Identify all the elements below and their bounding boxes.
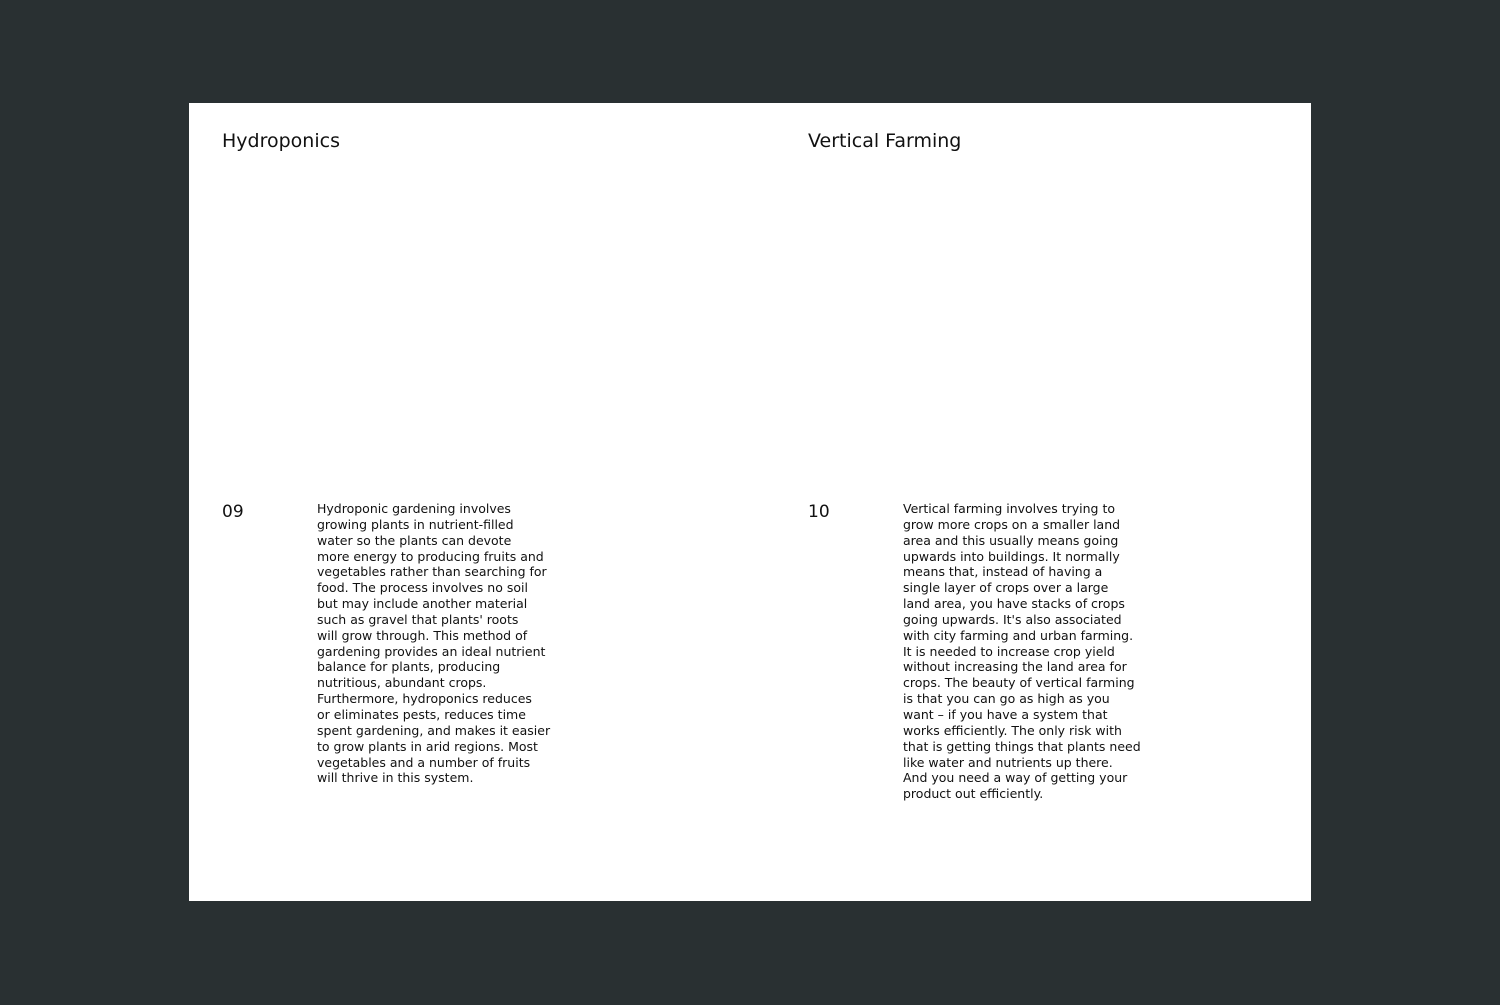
text-line: water so the plants can devote: [317, 532, 512, 548]
text-line: crops. The beauty of vertical farming: [903, 675, 1135, 691]
text-line: And you need a way of getting your: [903, 770, 1128, 786]
right-page: [775, 103, 1311, 901]
text-line: means that, instead of having a: [903, 564, 1103, 580]
text-line: vegetables and a number of fruits: [317, 754, 531, 770]
text-line: or eliminates pests, reduces time: [317, 706, 526, 722]
text-line: will grow through. This method of: [317, 627, 528, 643]
page-number-left: 09: [222, 502, 244, 522]
text-line: works efficiently. The only risk with: [903, 722, 1122, 738]
text-line: land area, you have stacks of crops: [903, 596, 1125, 612]
text-line: without increasing the land area for: [903, 659, 1127, 675]
text-line: food. The process involves no soil: [317, 580, 528, 596]
text-line: that is getting things that plants need: [903, 738, 1141, 754]
text-line: to grow plants in arid regions. Most: [317, 738, 538, 754]
text-line: is that you can go as high as you: [903, 691, 1110, 707]
text-line: It is needed to increase crop yield: [903, 643, 1115, 659]
text-line: will thrive in this system.: [317, 770, 474, 786]
text-line: going upwards. It's also associated: [903, 611, 1122, 627]
text-line: want – if you have a system that: [903, 706, 1108, 722]
page-title-hydroponics: Hydroponics: [222, 130, 340, 152]
text-line: product out efficiently.: [903, 786, 1044, 802]
body-text-hydroponics: [317, 501, 562, 786]
text-line: area and this usually means going: [903, 532, 1119, 548]
text-line: Vertical farming involves trying to: [903, 501, 1115, 516]
left-page: [189, 103, 775, 901]
page-number-right: 10: [808, 502, 830, 522]
text-line: Hydroponic gardening involves: [317, 501, 511, 516]
text-line: like water and nutrients up there.: [903, 754, 1113, 770]
text-line: single layer of crops over a large: [903, 580, 1109, 596]
body-text-vertical-farming: [903, 501, 1148, 802]
text-line: upwards into buildings. It normally: [903, 548, 1120, 564]
text-line: with city farming and urban farming.: [903, 627, 1134, 643]
text-line: grow more crops on a smaller land: [903, 516, 1121, 532]
text-line: more energy to producing fruits and: [317, 548, 544, 564]
text-line: spent gardening, and makes it easier: [317, 722, 551, 738]
text-line: gardening provides an ideal nutrient: [317, 643, 546, 659]
page-title-vertical-farming: Vertical Farming: [808, 130, 962, 152]
text-line: balance for plants, producing: [317, 659, 501, 675]
text-line: Furthermore, hydroponics reduces: [317, 691, 532, 707]
text-line: nutritious, abundant crops.: [317, 675, 487, 691]
book-spread: [189, 103, 1311, 901]
text-line: vegetables rather than searching for: [317, 564, 547, 580]
text-line: growing plants in nutrient-filled: [317, 516, 514, 532]
text-line: such as gravel that plants' roots: [317, 611, 519, 627]
text-line: but may include another material: [317, 596, 528, 612]
